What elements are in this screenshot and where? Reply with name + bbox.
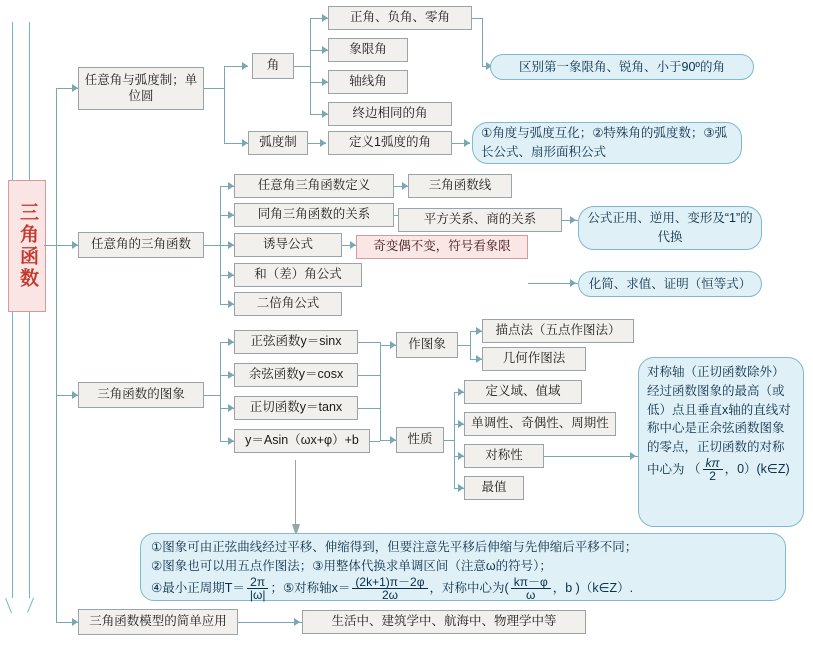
trig-note-1 — [578, 206, 762, 250]
prop-child-3-label: 对称性 — [485, 448, 523, 463]
trig-induce-child-label: 奇变偶不变，符号看象限 — [373, 239, 511, 254]
trig-def-child-label: 三角函数线 — [428, 178, 492, 193]
prop-child-4[interactable] — [464, 476, 524, 500]
bottom-note-period-label: ④最小正周期T＝ — [151, 581, 245, 596]
branch-3-label: 三角函数的图象 — [97, 387, 185, 402]
root-label: 三角函数 — [16, 202, 38, 290]
radian-note-label: ①角度与弧度互化；②特殊角的弧度数；③弧长公式、扇形面积公式 — [481, 126, 728, 159]
graph-func-1[interactable] — [234, 330, 358, 354]
angle-child-1[interactable] — [328, 6, 472, 30]
radian-child-label: 定义1弧度的角 — [349, 135, 431, 150]
graph-func-2-label: 余弦函数y＝cosx — [248, 367, 344, 382]
trig-rel-child[interactable] — [398, 208, 562, 232]
bottom-note-center-label: ，对称中心为( — [429, 581, 509, 596]
branch-node-3[interactable] — [78, 382, 204, 408]
prop-child-1[interactable] — [464, 380, 582, 404]
angle-label: 角 — [266, 58, 280, 73]
bottom-note — [140, 533, 786, 601]
flow-arrow-decoration — [6, 22, 34, 637]
angle-child-3-label: 轴线角 — [349, 74, 387, 89]
radian-label: 弧度制 — [259, 135, 297, 150]
branch-node-2[interactable] — [78, 232, 204, 258]
branch-2-label: 任意角的三角函数 — [90, 237, 191, 252]
trig-item-1[interactable] — [234, 174, 394, 198]
trig-item-3[interactable] — [234, 233, 342, 257]
angle-child-4[interactable] — [328, 102, 452, 126]
trig-note-1-label: 公式正用、逆用、变形及“1”的代换 — [587, 211, 753, 244]
graph-func-3-label: 正切函数y＝tanx — [249, 400, 343, 415]
trig-item-2[interactable] — [234, 203, 394, 227]
prop-child-4-label: 最值 — [481, 480, 507, 495]
trig-induce-child[interactable] — [356, 235, 528, 259]
angle-node[interactable] — [252, 53, 294, 79]
bottom-note-line-3 — [151, 576, 775, 602]
bottom-note-line-1: ①图象可由正弦曲线经过平移、伸缩得到，但要注意先平移后伸缩与先伸缩后平移不同； — [151, 540, 638, 554]
axis-fraction: $\frac{(2k+1)\pi-2\varphi}{2\omega}$ — [352, 576, 427, 602]
trig-item-5[interactable] — [234, 292, 342, 316]
graph-func-4-label: y＝Asin（ωx+φ）+b — [245, 433, 359, 448]
trig-item-4[interactable] — [234, 263, 362, 287]
prop-child-1-label: 定义域、值域 — [485, 384, 561, 399]
trig-item-2-label: 同角三角函数的关系 — [257, 207, 371, 222]
trig-note-2-label: 化简、求值、证明（恒等式） — [588, 276, 752, 291]
draw-child-2-label: 几何作图法 — [502, 351, 566, 366]
graph-func-3[interactable] — [234, 396, 358, 420]
angle-child-4-label: 终边相同的角 — [352, 106, 428, 121]
draw-child-1[interactable] — [482, 319, 634, 343]
trig-note-2 — [578, 271, 762, 297]
draw-child-2[interactable] — [482, 347, 586, 371]
angle-note-label: 区别第一象限角、锐角、小于90º的角 — [519, 59, 725, 74]
prop-child-2-label: 单调性、奇偶性、周期性 — [471, 416, 609, 431]
angle-child-2[interactable] — [328, 38, 408, 62]
radian-node[interactable] — [248, 131, 308, 155]
center-fraction: $\frac{k\pi-\varphi}{\omega}$ — [511, 576, 551, 602]
graph-func-4[interactable] — [234, 429, 370, 453]
trig-def-child[interactable] — [408, 174, 512, 198]
branch-1-label: 任意角与弧度制；单位圆 — [84, 72, 198, 103]
angle-child-2-label: 象限角 — [349, 42, 387, 57]
kpi-over-2-fraction: $\frac{k\pi}{2}$ — [703, 457, 723, 483]
graph-prop-node[interactable] — [396, 427, 444, 453]
trig-item-4-label: 和（差）角公式 — [254, 267, 342, 282]
angle-child-1-label: 正角、负角、零角 — [349, 10, 450, 25]
prop-child-2[interactable] — [464, 412, 616, 436]
angle-note — [490, 54, 754, 80]
radian-child[interactable] — [328, 131, 452, 155]
period-fraction: $\frac{2\pi}{|\omega|}$ — [247, 576, 269, 602]
trig-rel-child-label: 平方关系、商的关系 — [423, 212, 537, 227]
branch-node-1[interactable] — [78, 67, 204, 110]
bottom-note-center-end-label: ，b )（k∈Z）. — [552, 581, 634, 596]
branch-4-label: 三角函数模型的简单应用 — [89, 614, 227, 629]
root-node — [8, 180, 46, 312]
draw-child-1-label: 描点法（五点作图法） — [495, 323, 621, 338]
angle-child-3[interactable] — [328, 70, 408, 94]
graph-func-2[interactable] — [234, 363, 358, 387]
graph-prop-label: 性质 — [407, 432, 433, 447]
bottom-note-axis-label: ；⑤对称轴x＝ — [270, 581, 351, 596]
symmetry-note-formula: （ $\frac{k\pi}{2}$ ，0）(k∈Z) — [688, 455, 790, 484]
graph-func-1-label: 正弦函数y＝sinx — [250, 334, 342, 349]
bottom-note-connector — [292, 460, 301, 536]
radian-note — [472, 122, 742, 164]
trig-item-3-label: 诱导公式 — [262, 237, 313, 252]
symmetry-note-label: 对称轴（正切函数除外）经过函数图象的最高（或低）点且垂直x轴的直线对称中心是正余弦函数图象的零点，正切函数的对称中心为 — [647, 365, 791, 477]
trig-item-5-label: 二倍角公式 — [256, 296, 320, 311]
application-child[interactable] — [302, 610, 586, 634]
graph-draw-node[interactable] — [396, 332, 458, 358]
branch-node-4[interactable] — [78, 609, 238, 635]
graph-draw-label: 作图象 — [408, 337, 446, 352]
bottom-note-line-2: ②图象也可以用五点作图法；③用整体代换求单调区间（注意ω的符号）； — [151, 558, 552, 573]
prop-child-3[interactable] — [464, 444, 544, 468]
symmetry-note — [638, 357, 804, 527]
trig-item-1-label: 任意角三角函数定义 — [257, 178, 371, 193]
application-child-label: 生活中、建筑学中、航海中、物理学中等 — [331, 614, 557, 629]
